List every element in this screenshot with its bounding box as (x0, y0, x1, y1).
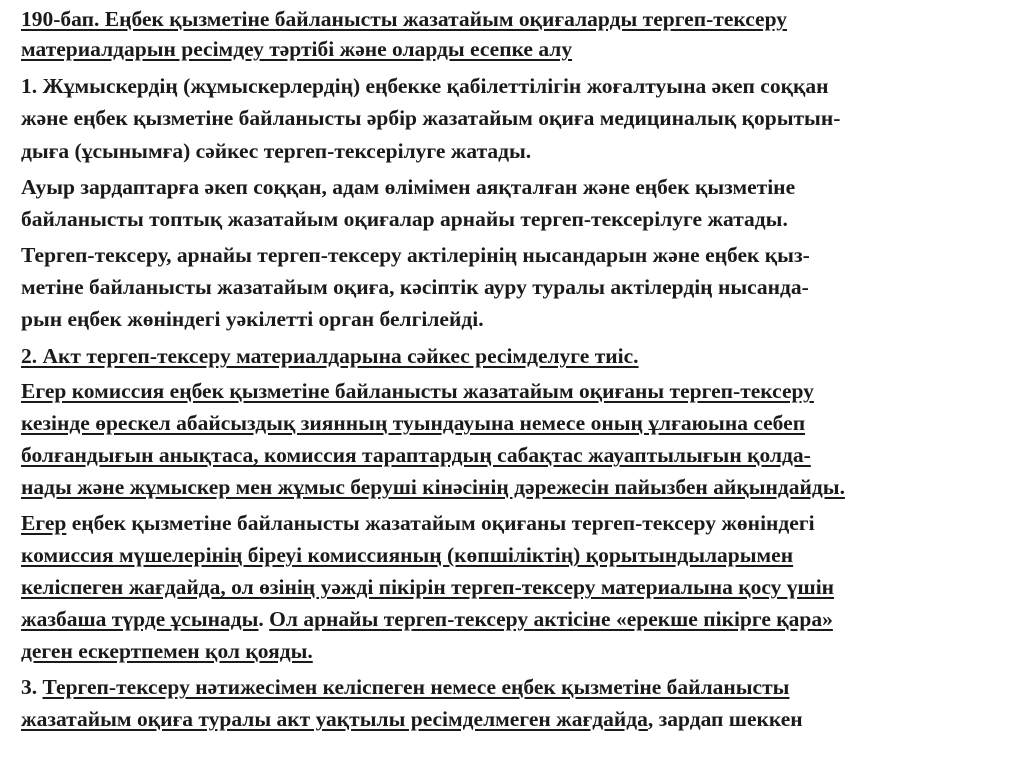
paragraph-4-line-1: 2. Акт тергеп-тексеру материалдарына сәйкес ресімделуге тиіс. (21, 346, 639, 368)
paragraph-2-line-2: байланысты топтық жазатайым оқиғалар арнайы тергеп-тексерілуге жатады. (21, 209, 788, 231)
paragraph-6-line-4-part-2: Ол арнайы тергеп-тексеру актісіне «ерекше пікірге қара» (269, 609, 833, 631)
article-heading-line-2: материалдарын ресімдеу тәртібі және оларды есепке алу (21, 39, 573, 61)
paragraph-6-if-word: Егер (21, 513, 67, 535)
paragraph-6-line-3: келіспеген жағдайда, ол өзінің уәжді пікірін тергеп-тексеру материалына қосу үшін (21, 577, 835, 599)
paragraph-5-line-3: болғандығын анықтаса, комиссия тараптардың сабақтас жауаптылығын қолда- (21, 445, 811, 467)
paragraph-6-line-2: комиссия мүшелерінің біреуі комиссияның (көпшіліктің) қорытындыларымен (21, 545, 794, 567)
paragraph-7-line-2-underlined: жазатайым оқиға туралы акт уақтылы ресімделмеген жағдайда (21, 709, 648, 731)
paragraph-5-line-2: кезінде өрескел абайсыздық зиянның туындауына немесе оның ұлғаюына себеп (21, 413, 806, 435)
paragraph-6-line-5: деген ескертпемен қол қояды. (21, 641, 313, 663)
paragraph-6-line-4 (21, 609, 1004, 631)
paragraph-7-number: 3. (21, 677, 43, 699)
paragraph-6-line-4-part-1: жазбаша түрде ұсынады (21, 609, 259, 631)
paragraph-7-line-1-text: Тергеп-тексеру нәтижесімен келіспеген немесе еңбек қызметіне байланысты (42, 677, 790, 699)
paragraph-1-line-3: дыға (ұсынымға) сәйкес тергеп-тексерілуге жатады. (21, 141, 532, 163)
paragraph-7-line-2 (21, 709, 1004, 731)
paragraph-6-line-1-rest: еңбек қызметіне байланысты жазатайым оқиғаны тергеп-тексеру жөніндегі (66, 513, 815, 535)
paragraph-7-line-1 (21, 677, 1004, 699)
paragraph-3-line-2: метіне байланысты жазатайым оқиға, кәсіптік ауру туралы актілердің нысанда- (21, 277, 809, 299)
paragraph-5-line-1: Егер комиссия еңбек қызметіне байланысты жазатайым оқиғаны тергеп-тексеру (21, 381, 814, 403)
paragraph-2-line-1: Ауыр зардаптарға әкеп соққан, адам өлімімен аяқталған және еңбек қызметіне (21, 177, 796, 199)
paragraph-1-line-1: 1. Жұмыскердің (жұмыскерлердің) еңбекке қабілеттілігін жоғалтуына әкеп соққан (21, 76, 829, 98)
paragraph-3-line-3: рын еңбек жөніндегі уәкілетті орган белгілейді. (21, 309, 484, 331)
paragraph-7-line-2-rest: , зардап шеккен (647, 709, 803, 731)
paragraph-6-line-4-period: . (258, 609, 270, 631)
paragraph-6-line-1 (21, 513, 1004, 535)
paragraph-3-line-1: Тергеп-тексеру, арнайы тергеп-тексеру актілерінің нысандарын және еңбек қыз- (21, 245, 810, 267)
paragraph-5-line-4: нады және жұмыскер мен жұмыс беруші кінәсінің дәрежесін пайызбен айқындайды. (21, 477, 845, 499)
article-heading-line-1: 190-бап. Еңбек қызметіне байланысты жазатайым оқиғаларды тергеп-тексеру (21, 9, 787, 31)
paragraph-1-line-2: және еңбек қызметіне байланысты әрбір жазатайым оқиға медициналық қорытын- (21, 108, 841, 130)
